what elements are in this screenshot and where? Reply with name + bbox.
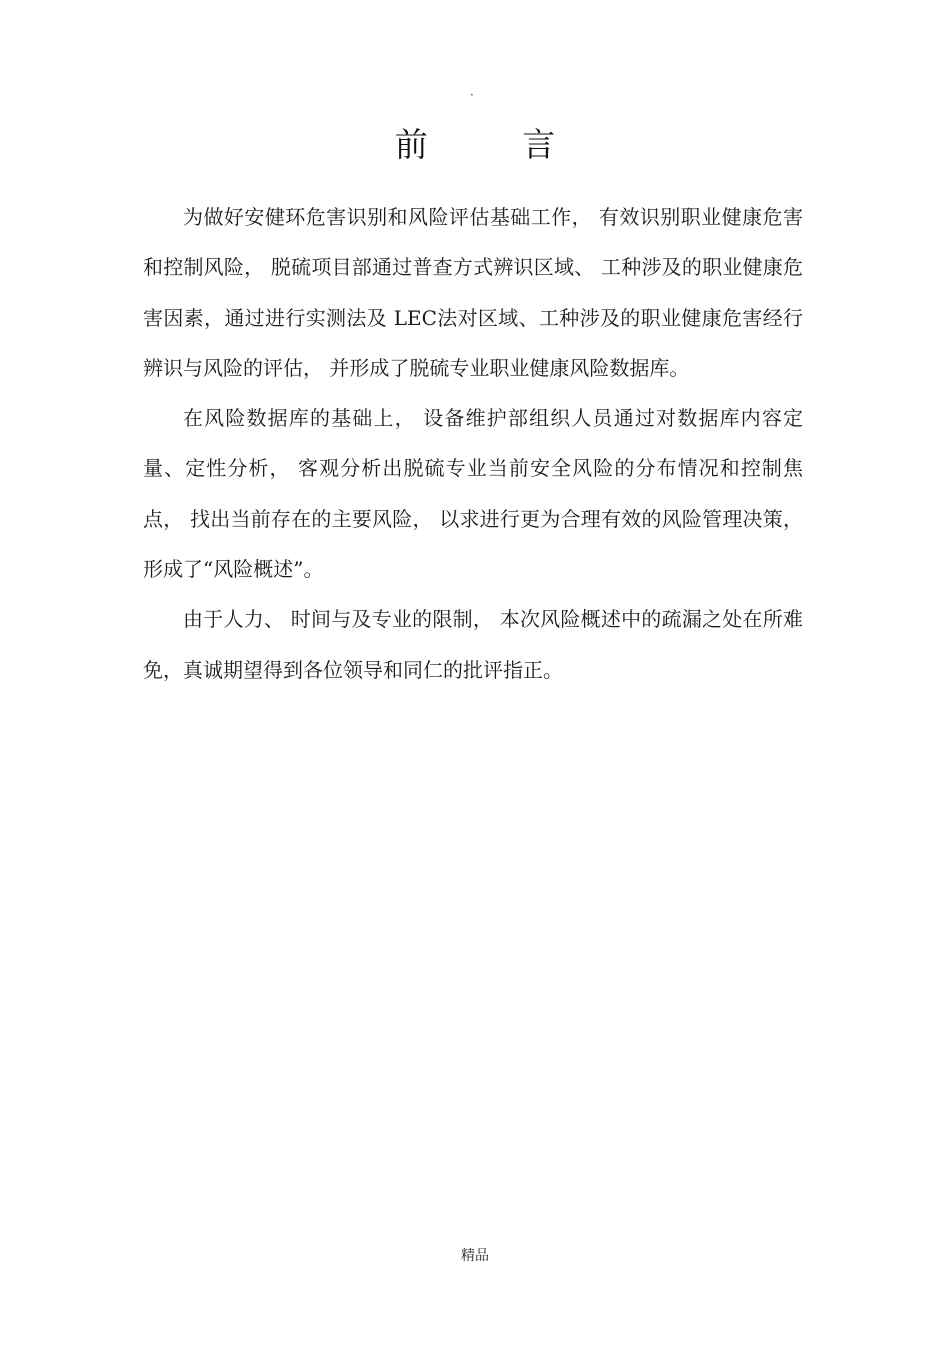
paragraph-1: 为做好安健环危害识别和风险评估基础工作， 有效识别职业健康危害和控制风险， 脱硫项目部通过普查方式辨识区域、 工种涉及的职业健康危害因素，通过进行实测法及 LEC法对区域、工种涉及的职业健康危害经行辨识与风险的评估， 并形成了脱硫专业职业健康风险数据库。 xyxy=(143,205,803,380)
header-mark: · xyxy=(470,88,474,102)
document-body xyxy=(143,192,803,695)
footer-label: 精品 xyxy=(461,1248,489,1264)
paragraph-2: 在风险数据库的基础上， 设备维护部组织人员通过对数据库内容定量、定性分析， 客观分析出脱硫专业当前安全风险的分布情况和控制焦点， 找出当前存在的主要风险， 以求进行更为合理有效的风险管理决策，形成了“风险概述”。 xyxy=(143,406,803,582)
page-title: 前 言 xyxy=(394,125,598,164)
paragraph-3: 由于人力、 时间与及专业的限制， 本次风险概述中的疏漏之处在所难免，真诚期望得到各位领导和同仁的批评指正。 xyxy=(143,607,803,682)
